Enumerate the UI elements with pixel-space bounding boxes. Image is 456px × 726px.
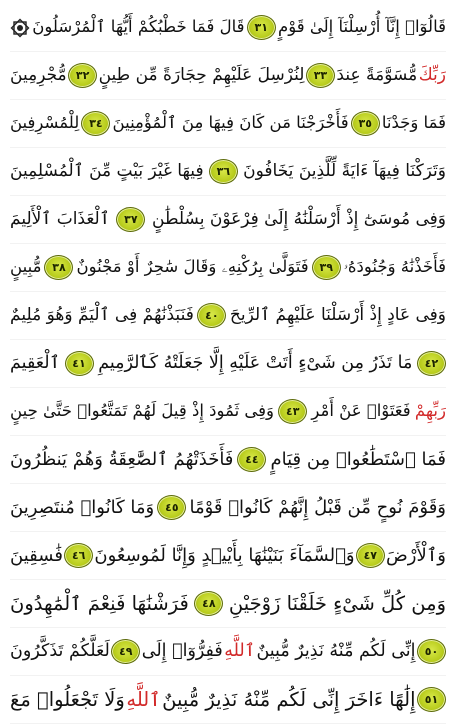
ayah-number-marker: ٣٦ bbox=[209, 159, 238, 184]
divine-name-text: ٱللَّهِ bbox=[224, 640, 255, 661]
verse-text: فَأَخْرَجْنَا مَن كَانَ فِيهَا مِنَ ٱلْمُؤْمِنِينَ bbox=[112, 113, 349, 133]
verse-text: وَفِى ثَمُودَ إِذْ قِيلَ لَهُمْ تَمَتَّعُوا۟ حَتَّىٰ حِينٍ bbox=[10, 401, 275, 421]
verse-text: فَتَوَلَّىٰ بِرُكْنِهِۦ وَقَالَ سَٰحِرٌ أَوْ مَجْنُونٌ bbox=[76, 257, 309, 277]
ayah-number-marker: ٤٣ bbox=[278, 399, 307, 424]
verse-text: قَالَ فَمَا خَطْبُكُمْ أَيُّهَا ٱلْمُرْسَلُونَ bbox=[32, 17, 245, 37]
text-line bbox=[10, 628, 446, 676]
verse-text: مُّسَوَّمَةً عِندَ bbox=[336, 65, 418, 85]
verse-text: قَالُوٓا۟ إِنَّآ أُرْسِلْنَآ إِلَىٰ قَوْمٍ bbox=[278, 17, 446, 37]
verse-text: فَمَا ٱسْتَطَٰعُوا۟ مِن قِيَامٍ bbox=[270, 448, 446, 470]
ayah-number-marker: ٤٧ bbox=[356, 543, 385, 568]
verse-text: وَتَرَكْنَا فِيهَآ ءَايَةً لِّلَّذِينَ يَخَافُونَ bbox=[243, 161, 446, 181]
verse-text: لَعَلَّكُمْ تَذَكَّرُونَ bbox=[10, 640, 110, 661]
verse-text: وَقَوْمَ نُوحٍ مِّن قَبْلُ إِنَّهُمْ كَانُوا۟ قَوْمًا bbox=[189, 496, 446, 518]
verse-text: لِنُرْسِلَ عَلَيْهِمْ حِجَارَةً مِّن طِينٍ bbox=[98, 65, 305, 85]
verse-text: مُّبِينٍ bbox=[10, 257, 42, 277]
verse-text: وَٱلسَّمَآءَ بَنَيْنَٰهَا بِأَيْي۟دٍ وَإِنَّا لَمُوسِعُونَ bbox=[94, 544, 355, 566]
text-line bbox=[10, 148, 446, 196]
ayah-number-marker: ٤٩ bbox=[111, 639, 140, 664]
verse-text: فَأَخَذْنَٰهُ وَجُنُودَهُۥ bbox=[343, 257, 446, 277]
verse-text: ٱلْعَذَابَ ٱلْأَلِيمَ bbox=[10, 209, 110, 229]
text-line bbox=[10, 532, 446, 580]
verse-text: ٱلْعَقِيمَ bbox=[10, 352, 60, 373]
verse-text: وَٱلْأَرْضَ bbox=[386, 544, 446, 566]
verse-text: وَفِى عَادٍ إِذْ أَرْسَلْنَا عَلَيْهِمُ ٱلرِّيحَ bbox=[229, 305, 446, 325]
verse-text: وَمَا كَانُوا۟ مُنتَصِرِينَ bbox=[10, 496, 155, 518]
verse-text: وَلَا تَجْعَلُوا۟ مَعَ bbox=[10, 687, 125, 711]
text-line bbox=[10, 676, 446, 724]
ayah-number-marker: ٣٣ bbox=[306, 63, 335, 88]
text-line bbox=[10, 100, 446, 148]
ayah-number-marker: ٣٢ bbox=[68, 63, 97, 88]
ayah-number-marker: ٤٢ bbox=[417, 351, 446, 376]
text-line bbox=[10, 436, 446, 484]
ayah-number-marker: ٣٤ bbox=[81, 111, 110, 136]
verse-text: إِنِّى لَكُم مِّنْهُ نَذِيرٌ مُّبِينٌ bbox=[256, 640, 416, 661]
text-line bbox=[10, 340, 446, 388]
ayah-number-marker: ٣٨ bbox=[44, 255, 73, 280]
ayah-number-marker: ٤٥ bbox=[157, 495, 186, 520]
divine-name-text: رَبِّكَ bbox=[418, 65, 446, 85]
verse-text: فَنَبَذْنَٰهُمْ فِى ٱلْيَمِّ وَهُوَ مُلِيمٌ bbox=[10, 305, 194, 325]
text-line bbox=[10, 244, 446, 292]
text-line bbox=[10, 52, 446, 100]
ayah-number-marker: ٣٩ bbox=[312, 255, 341, 280]
verse-text: مُّجْرِمِينَ bbox=[10, 65, 67, 85]
ayah-number-marker: ٣١ bbox=[247, 15, 276, 40]
verse-text: مَا تَذَرُ مِن شَىْءٍ أَتَتْ عَلَيْهِ إِلَّا جَعَلَتْهُ كَٱلرَّمِيمِ bbox=[98, 352, 413, 373]
verse-text: فِيهَا غَيْرَ بَيْتٍ مِّنَ ٱلْمُسْلِمِينَ bbox=[10, 161, 204, 181]
verse-text: فَرَشْنَٰهَا فَنِعْمَ ٱلْمَٰهِدُونَ bbox=[10, 591, 189, 615]
verse-text: وَفِى مُوسَىٰٓ إِذْ أَرْسَلْنَٰهُ إِلَىٰ فِرْعَوْنَ بِسُلْطَٰنٍ bbox=[152, 209, 446, 229]
text-line bbox=[10, 580, 446, 628]
ayah-number-marker: ٣٥ bbox=[351, 111, 380, 136]
text-line bbox=[10, 388, 446, 436]
verse-text: وَمِن كُلِّ شَىْءٍ خَلَقْنَا زَوْجَيْنِ bbox=[228, 591, 446, 615]
ayah-number-marker: ٤٦ bbox=[64, 543, 93, 568]
divine-name-text: رَبِّهِمْ bbox=[414, 401, 446, 421]
divine-name-text: ٱللَّهِ bbox=[126, 687, 161, 711]
text-line bbox=[10, 4, 446, 52]
ayah-number-marker: ٣٧ bbox=[116, 207, 145, 232]
verse-text: فَأَخَذَتْهُمُ ٱلصَّٰعِقَةُ وَهُمْ يَنظُرُونَ bbox=[10, 448, 234, 470]
verse-text: فَفِرُّوٓا۟ إِلَى bbox=[141, 640, 223, 661]
ayah-number-marker: ٤١ bbox=[65, 351, 94, 376]
ayah-number-marker: ٤٨ bbox=[194, 591, 223, 616]
text-line bbox=[10, 484, 446, 532]
verse-text: لِلْمُسْرِفِينَ bbox=[10, 113, 80, 133]
ayah-number-marker: ٤٤ bbox=[237, 447, 266, 472]
ayah-number-marker: ٥٠ bbox=[417, 639, 446, 664]
verse-text: فَٰسِقِينَ bbox=[10, 544, 63, 566]
verse-text: فَعَتَوْا۟ عَنْ أَمْرِ bbox=[311, 401, 411, 421]
verse-text: إِلَٰهًا ءَاخَرَ إِنِّى لَكُم مِّنْهُ نَذِيرٌ مُّبِينٌ bbox=[162, 687, 416, 711]
verse-text: فَمَا وَجَدْنَا bbox=[381, 113, 446, 133]
ayah-number-marker: ٤٠ bbox=[197, 303, 226, 328]
ayah-number-marker: ٥١ bbox=[417, 687, 446, 712]
rub-el-hizb-icon bbox=[10, 18, 30, 38]
text-line bbox=[10, 292, 446, 340]
text-line bbox=[10, 196, 446, 244]
